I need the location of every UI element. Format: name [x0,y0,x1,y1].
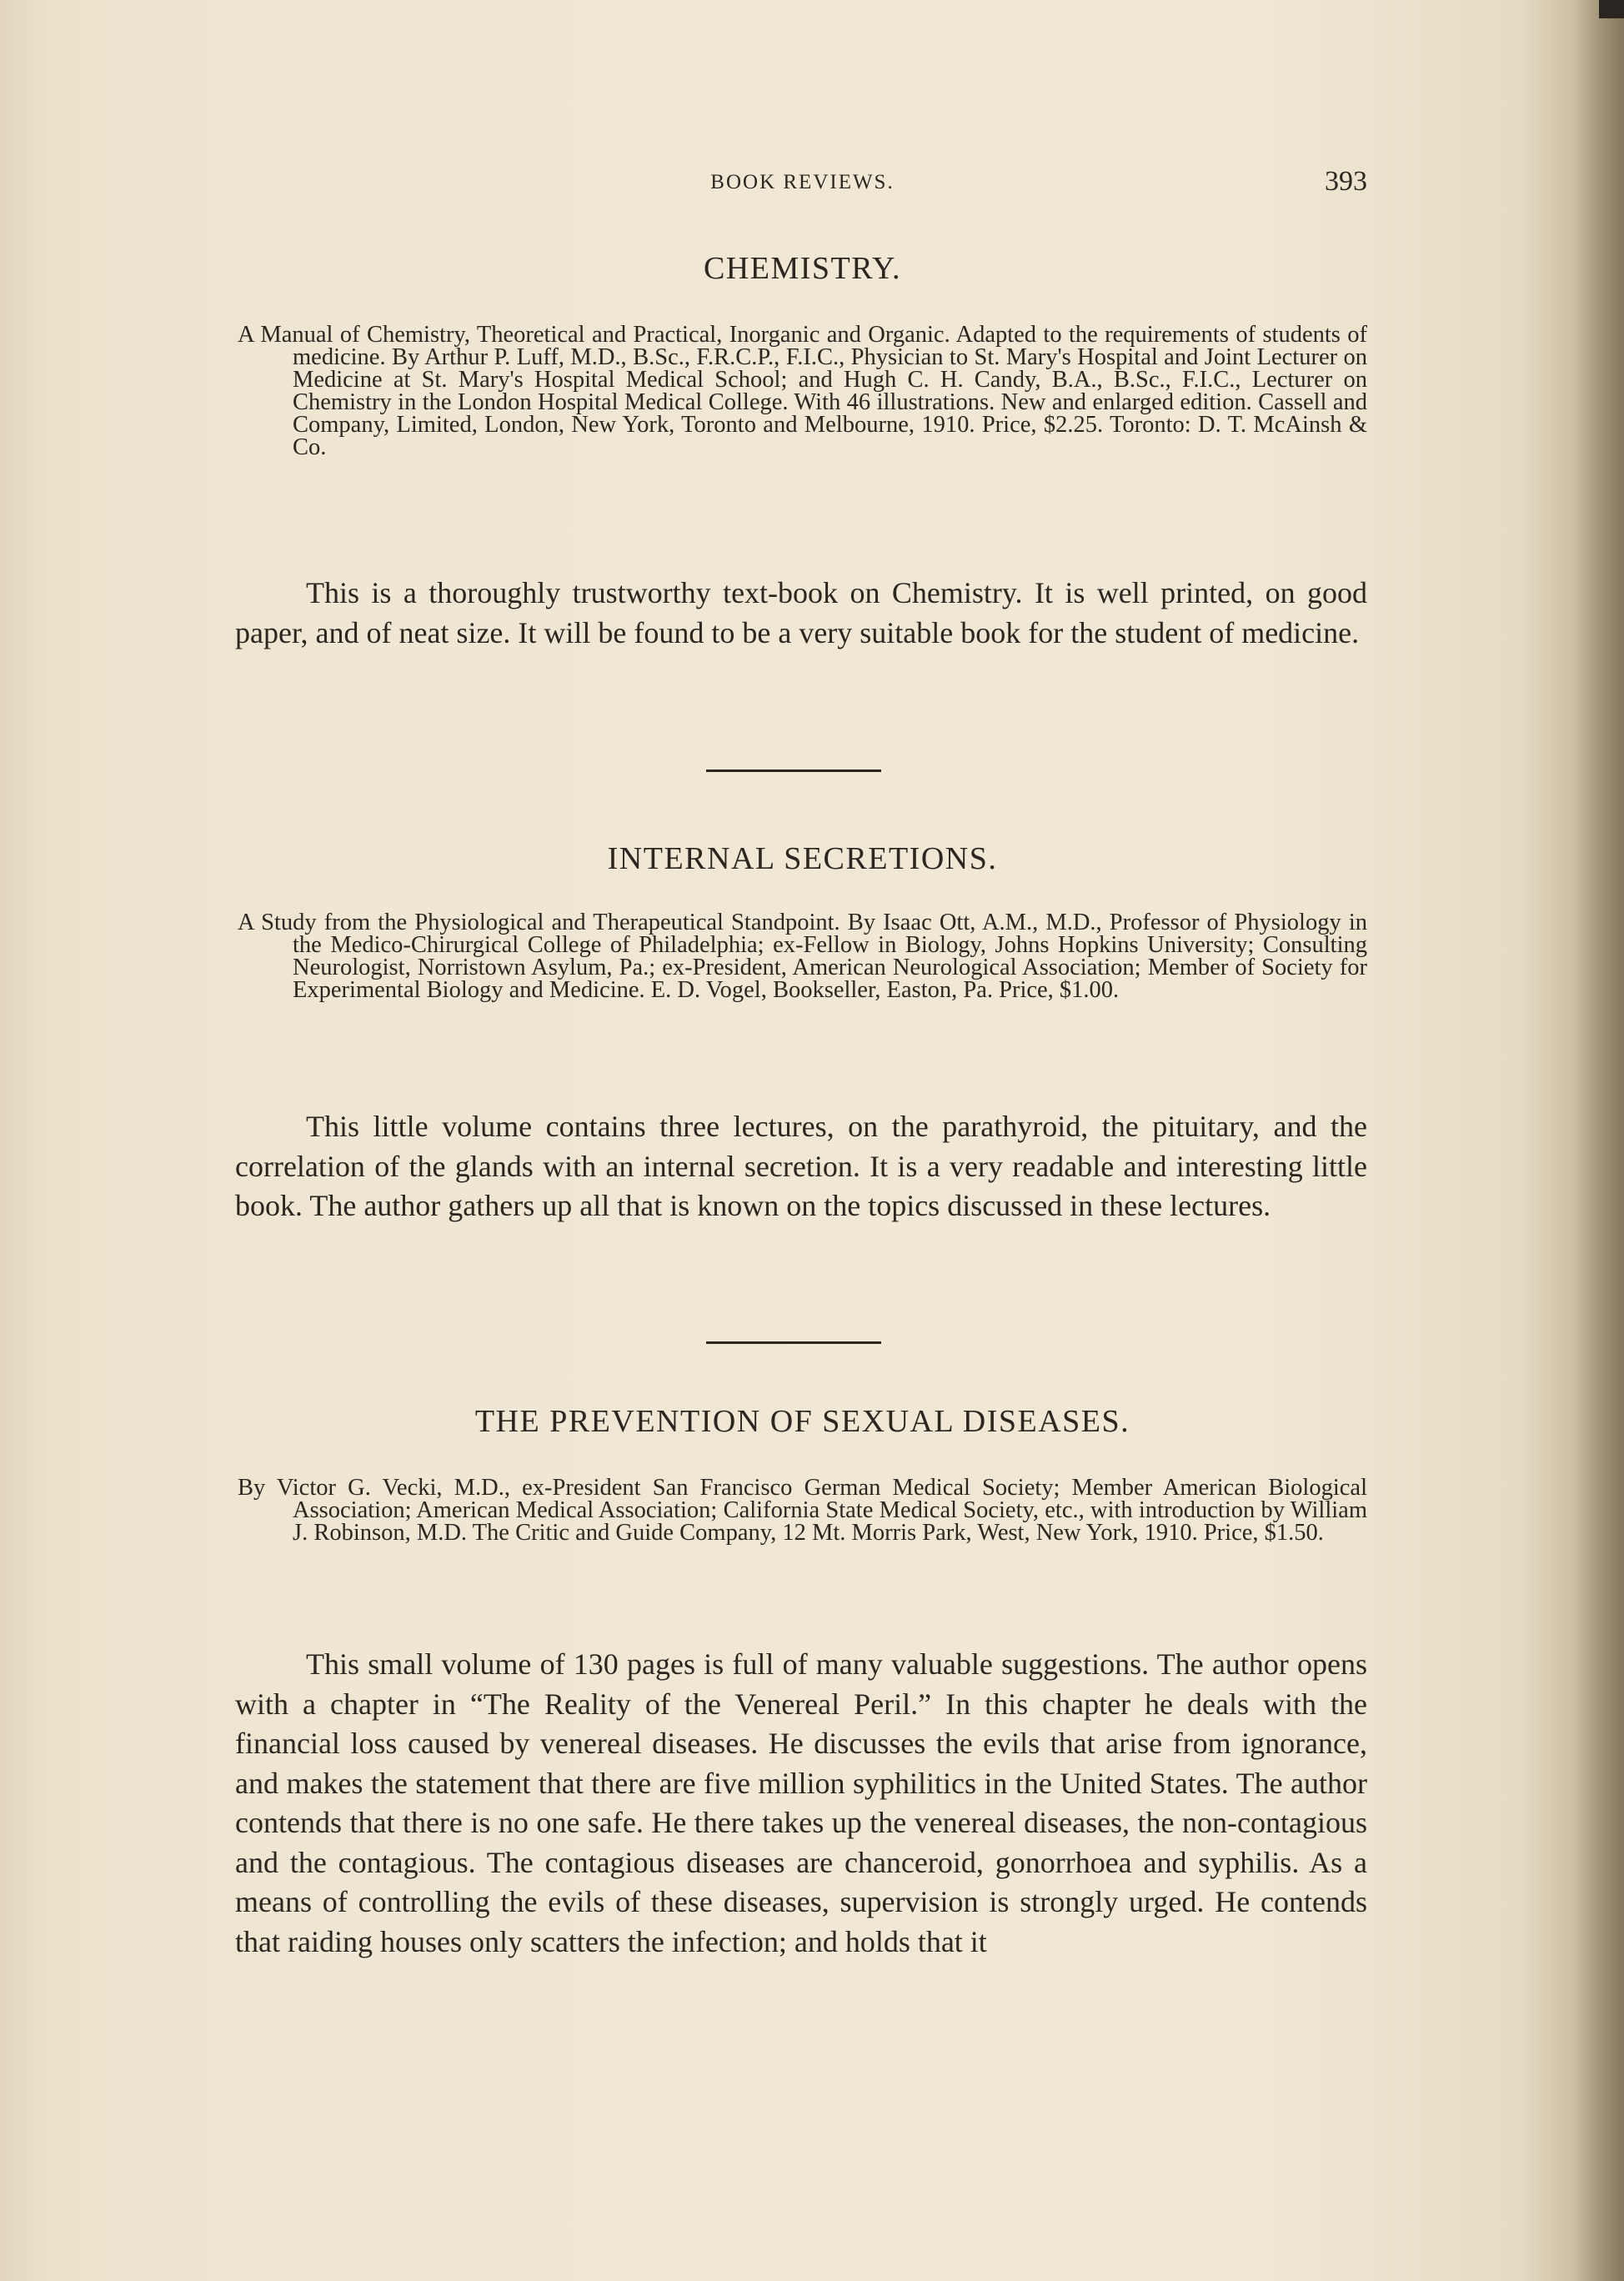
citation-chemistry: A Manual of Chemistry, Theoretical and Practical, Inorganic and Organic. Adapted to the requirements of students of medicine. By Arthur P. Luff, M.D., B.Sc., F.R.C.P., F.I.C., Physician to St. Mary's Hospital and Joint Lecturer on Medicine at St. Mary's Hospital Medical School; and Hugh C. H. Candy, B.A., B.Sc., F.I.C., Lecturer on Chemistry in the London Hospital Medical College. With 46 illustrations. New and enlarged edition. Cassell and Company, Limited, London, New York, Toronto and Melbourne, 1910. Price, $2.25. Toronto: D. T. McAinsh & Co. [238,322,1367,460]
review-chemistry: This is a thoroughly trustworthy text-book on Chemistry. It is well printed, on good paper, and of neat size. It will be found to be a very suitable book for the student of medicine. [235,576,1367,649]
section-divider [706,1341,881,1344]
page-edge-dark-corner [1599,0,1624,18]
running-head [238,166,1367,204]
running-head-title: BOOK REVIEWS. [710,171,895,193]
citation-prevention-sexual-diseases: By Victor G. Vecki, M.D., ex-President San Francisco German Medical Society; Member American Biological Association; American Medical Association; California State Medical Society, etc., with introduction by William J. Robinson, M.D. The Critic and Guide Company, 12 Mt. Morris Park, West, New York, 1910. Price, $1.50. [238,1475,1367,1546]
section-heading-chemistry: CHEMISTRY. [703,251,902,286]
section-heading-internal-secretions: INTERNAL SECRETIONS. [607,841,998,876]
section-divider [706,770,881,772]
review-internal-secretions: This little volume contains three lectures, on the parathyroid, the pituitary, and the correlation of the glands with an internal secretion. It is a very readable and interesting little book. The author gathers up all that is known on the topics discussed in these lectures. [235,1110,1367,1222]
review-prevention-sexual-diseases: This small volume of 130 pages is full of many valuable suggestions. The author opens with a chapter in “The Reality of the Venereal Peril.” In this chapter he deals with the financial loss caused by venereal diseases. He discusses the evils that arise from ignorance, and makes the statement that there are five million syphilitics in the United States. The author contends that there is no one safe. He there takes up the venereal diseases, the non-contagious and the contagious. The contagious diseases are chanceroid, gonorrhoea and syphilis. As a means of controlling the evils of these diseases, supervision is strongly urged. He contends that raiding houses only scatters the infection; and holds that it [235,1647,1367,1958]
page-number: 393 [1325,166,1367,197]
section-heading-prevention-sexual-diseases: THE PREVENTION OF SEXUAL DISEASES. [474,1404,1130,1439]
citation-internal-secretions: A Study from the Physiological and Therapeutical Standpoint. By Isaac Ott, A.M., M.D., Professor of Physiology in the Medico-Chirurgical College of Philadelphia; ex-Fellow in Biology, Johns Hopkins University; Consulting Neurologist, Norristown Asylum, Pa.; ex-President, American Neurological Association; Member of Society for Experimental Biology and Medicine. E. D. Vogel, Bookseller, Easton, Pa. Price, $1.00. [238,910,1367,1003]
page-edge-shadow [1574,0,1624,2281]
